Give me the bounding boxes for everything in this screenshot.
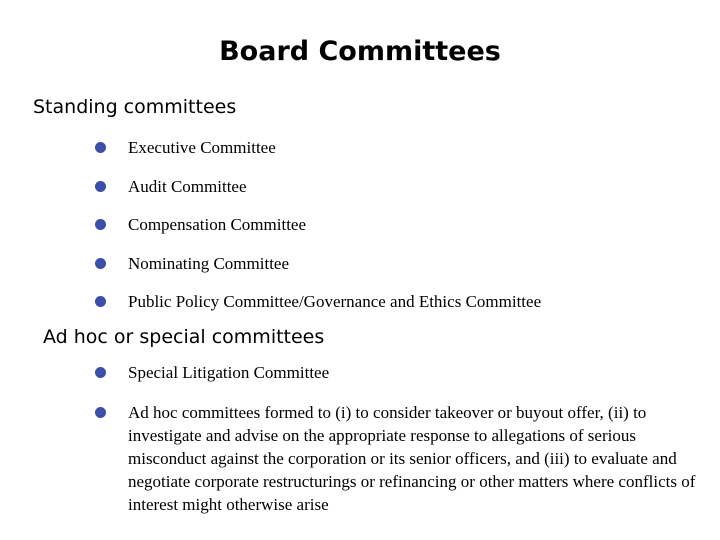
list-item-text: Executive Committee (128, 138, 276, 157)
list-item-text: Nominating Committee (128, 253, 290, 273)
list-item (95, 136, 705, 175)
bullet-icon (95, 296, 106, 307)
list-item (95, 175, 705, 214)
bullet-icon (95, 258, 106, 269)
list-item-text: Audit Committee (128, 176, 247, 196)
standing-committees-list (95, 136, 705, 329)
list-item (95, 252, 705, 291)
bullet-icon (95, 142, 106, 153)
list-item-text: Compensation Committee (128, 215, 307, 234)
list-item (95, 213, 705, 252)
list-item (95, 290, 705, 329)
bullet-icon (95, 407, 106, 418)
bullet-icon (95, 367, 106, 378)
section-heading-adhoc: Ad hoc or special committees (43, 326, 325, 348)
list-item (95, 361, 705, 401)
bullet-icon (95, 181, 106, 192)
list-item-text: Ad hoc committees formed to (i) to consider takeover or buyout offer, (ii) to investigate and advise on the appropriate response to allegations of serious misconduct against the corporation or its senior officers, and (iii) to evaluate and negotiate corporate restructurings or refinancing or other matters where conflicts of interest might otherwise arise (128, 403, 696, 514)
section-heading-standing: Standing committees (33, 96, 237, 118)
slide-title: Board Committees (219, 36, 501, 67)
list-item-text: Special Litigation Committee (128, 363, 330, 382)
adhoc-committees-list (95, 361, 705, 516)
list-item-text: Public Policy Committee/Governance and Ethics Committee (128, 292, 542, 311)
list-item (95, 401, 705, 516)
bullet-icon (95, 219, 106, 230)
